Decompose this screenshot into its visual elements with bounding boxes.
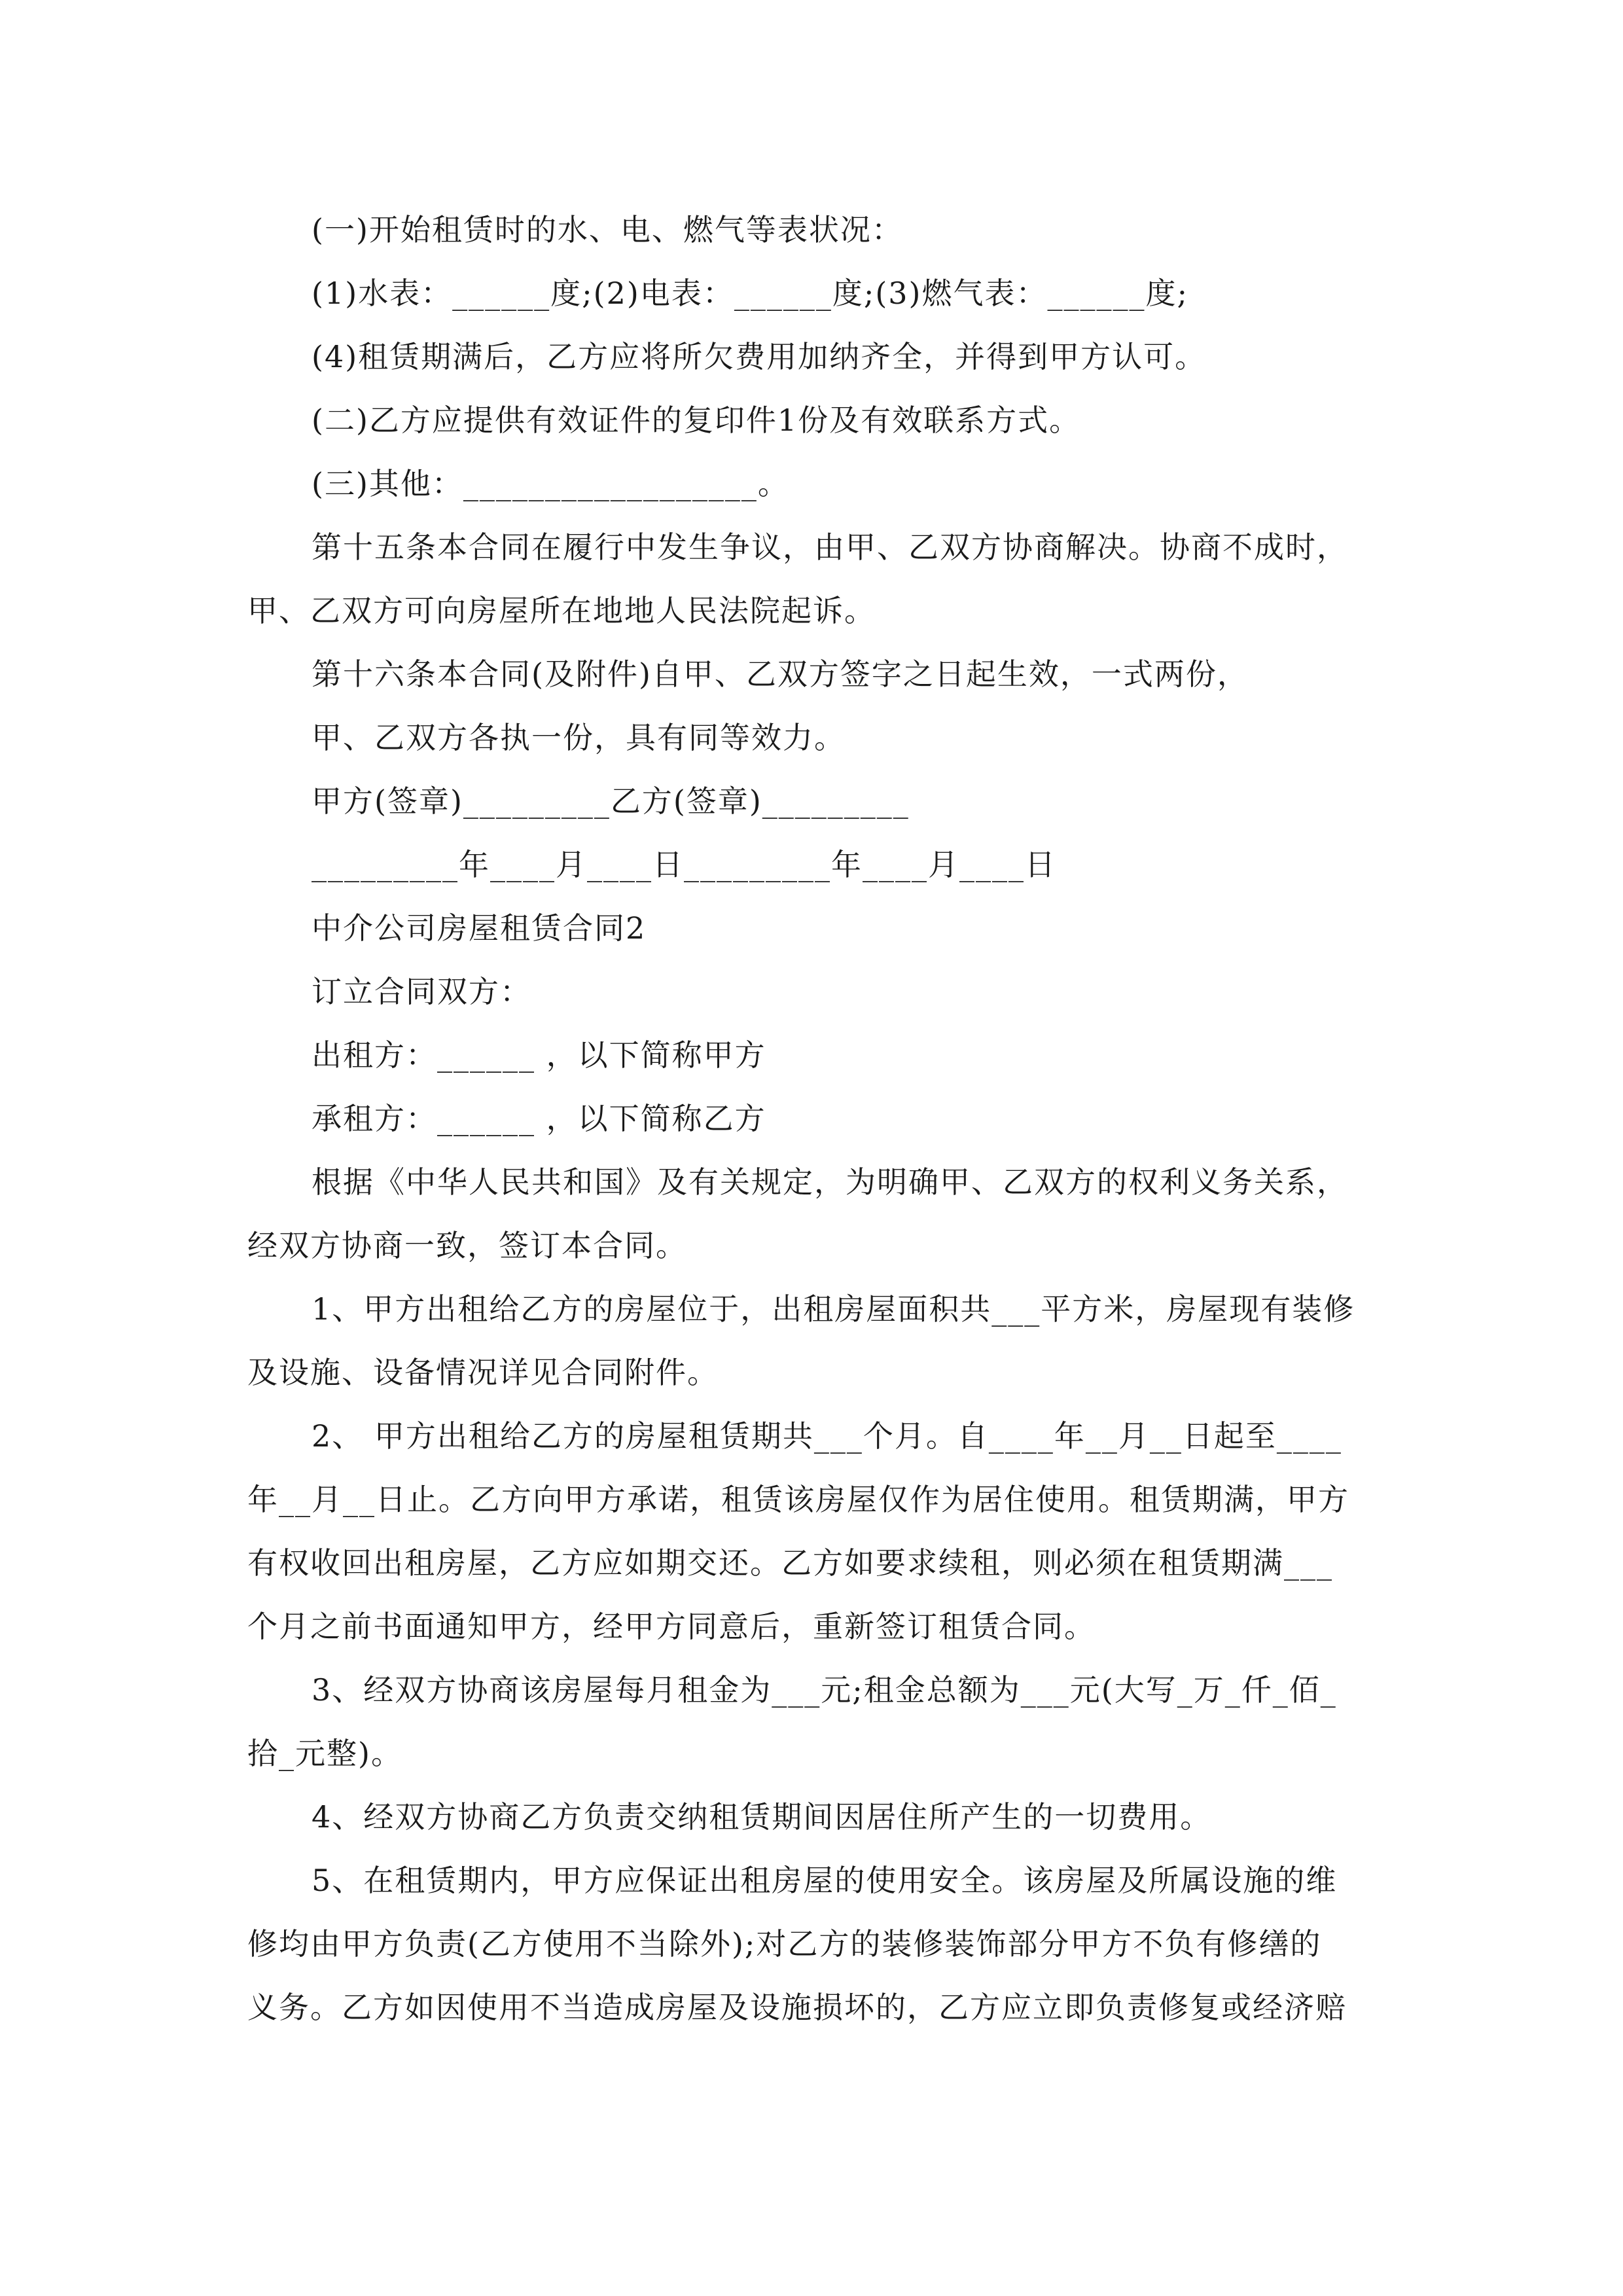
text-line: (4)租赁期满后，乙方应将所欠费用加纳齐全，并得到甲方认可。 <box>312 339 1207 374</box>
text-line: 2、 甲方出租给乙方的房屋租赁期共___个月。自____年__月__日起至____ <box>312 1418 1342 1454</box>
text-line: 甲、乙双方各执一份，具有同等效力。 <box>312 720 846 755</box>
text-line: 第十六条本合同(及附件)自甲、乙双方签字之日起生效，一式两份， <box>312 656 1249 692</box>
text-line: (一)开始租赁时的水、电、燃气等表状况： <box>312 212 903 247</box>
text-line: 拾_元整)。 <box>247 1736 402 1771</box>
text-line: 4、经双方协商乙方负责交纳租赁期间因居住所产生的一切费用。 <box>312 1799 1212 1835</box>
text-line: 年__月__日止。乙方向甲方承诺，租赁该房屋仅作为居住使用。租赁期满，甲方 <box>247 1482 1349 1517</box>
text-line: 经双方协商一致，签订本合同。 <box>247 1228 687 1263</box>
signature-line: 甲方(签章)_________乙方(签章)_________ <box>312 783 910 819</box>
contract-title: 中介公司房屋租赁合同2 <box>312 910 647 946</box>
text-line: 5、在租赁期内，甲方应保证出租房屋的使用安全。该房屋及所属设施的维 <box>312 1863 1338 1898</box>
text-line: 出租方：______ ，以下简称甲方 <box>312 1037 766 1073</box>
text-line: 修均由甲方负责(乙方使用不当除外);对乙方的装修装饰部分甲方不负有修缮的 <box>247 1926 1322 1962</box>
text-line: 订立合同双方： <box>312 974 531 1009</box>
text-line: 有权收回出租房屋，乙方应如期交还。乙方如要求续租，则必须在租赁期满___ <box>247 1545 1333 1581</box>
text-line: 甲、乙双方可向房屋所在地地人民法院起诉。 <box>247 593 876 628</box>
text-line: 第十五条本合同在履行中发生争议，由甲、乙双方协商解决。协商不成时， <box>312 529 1348 565</box>
text-line: (1)水表：______度;(2)电表：______度;(3)燃气表：______度; <box>312 276 1188 311</box>
text-line: 根据《中华人民共和国》及有关规定，为明确甲、乙双方的权利义务关系， <box>312 1164 1348 1200</box>
text-line: (二)乙方应提供有效证件的复印件1份及有效联系方式。 <box>312 403 1081 438</box>
text-line: (三)其他：__________________。 <box>312 466 789 501</box>
text-line: 义务。乙方如因使用不当造成房屋及设施损坏的，乙方应立即负责修复或经济赔 <box>247 1990 1347 2025</box>
text-line: 承租方：______ ，以下简称乙方 <box>312 1101 766 1136</box>
text-line: 3、经双方协商该房屋每月租金为___元;租金总额为___元(大写_万_仟_佰_ <box>312 1672 1337 1708</box>
text-line: 个月之前书面通知甲方，经甲方同意后，重新签订租赁合同。 <box>247 1609 1096 1644</box>
text-line: 1、甲方出租给乙方的房屋位于，出租房屋面积共___平方米，房屋现有装修 <box>312 1291 1355 1327</box>
text-line: 及设施、设备情况详见合同附件。 <box>247 1355 719 1390</box>
date-line: _________年____月____日_________年____月____日 <box>312 847 1056 882</box>
